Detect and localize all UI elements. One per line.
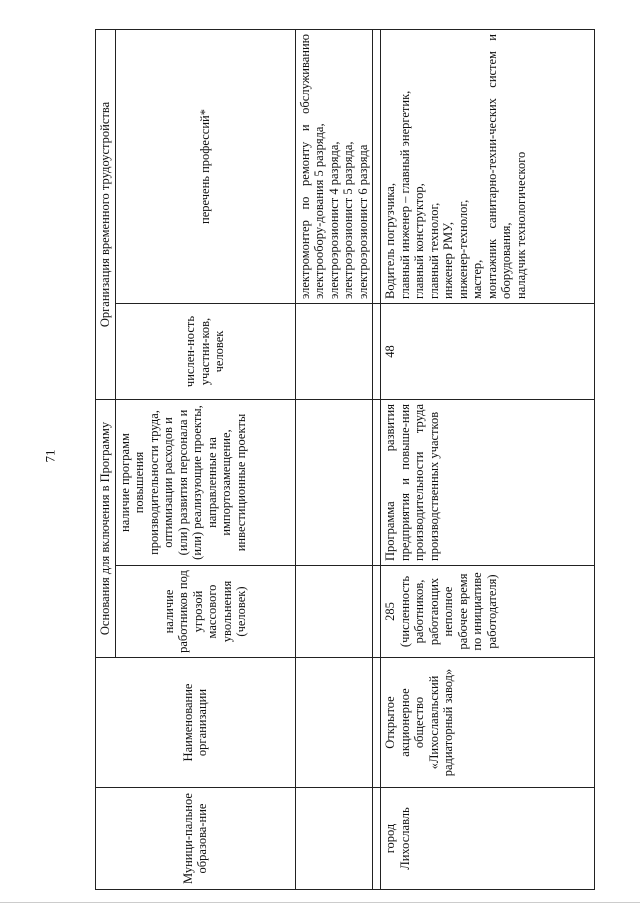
rotated-table-wrapper (95, 30, 595, 890)
header-organization: Наименование организации (96, 658, 296, 788)
header-basis-group: Основания для включения в Программу (96, 400, 116, 658)
profession-item: электромонтер по ремонту и обслуживанию электрообору-дования 5 разряда, (297, 34, 326, 299)
profession-item: наладчик технологического (513, 151, 528, 299)
continuation-empty-4 (295, 400, 373, 566)
separator-row (373, 30, 381, 890)
profession-item: главный конструктор, (412, 183, 426, 299)
header-participants: числен-ность участни-ков, человек (115, 304, 295, 400)
header-threat: наличие работников под угрозой массового увольнения (человек) (115, 566, 295, 658)
profession-item: инженер-технолог, (455, 199, 470, 299)
row-participants: 48 (381, 304, 595, 400)
row-organization: Открытое акционерное общество «Лихославльский радиаторный завод» (381, 658, 595, 788)
table-row (381, 30, 595, 890)
profession-item: главный технолог, (426, 202, 441, 299)
header-programs: наличие программ повышения производительности труда, оптимизации расходов и (или) развития персонала и (или) реализующие проекты, направленные на импортозамещение, инвестиционные проекты (115, 400, 295, 566)
program-table (95, 29, 595, 890)
header-municipality: Муници-пальное образова-ние (96, 788, 296, 890)
profession-item: мастер, (470, 259, 484, 299)
profession-item: монтажник санитарно-техни-ческих систем и оборудования, (484, 34, 513, 299)
continuation-empty-3 (295, 566, 373, 658)
continuation-row (295, 30, 373, 890)
continuation-professions (295, 30, 373, 304)
profession-item: электроэрозионист 4 разряда, (326, 141, 341, 299)
continuation-empty-2 (295, 658, 373, 788)
continuation-empty-1 (295, 788, 373, 890)
page-bottom-edge (0, 902, 640, 903)
profession-item: электроэрозионист 5 разряда, (341, 141, 355, 299)
header-row-1 (96, 30, 116, 890)
profession-item: главный инженер – главный энергетик, (397, 90, 412, 299)
profession-item: инженер РМУ, (441, 221, 455, 299)
profession-item: электроэрозионист 6 разряда (355, 144, 370, 299)
header-employment-group: Организация временного трудоустройства (96, 30, 116, 400)
header-professions: перечень профессий* (115, 30, 295, 304)
row-professions (381, 30, 595, 304)
row-municipality: город Лихославль (381, 788, 595, 890)
continuation-empty-5 (295, 304, 373, 400)
profession-item: Водитель погрузчика, (383, 183, 397, 299)
row-threat: 285 (численность работников, работающих неполное рабочее время по инициативе работодателя) (381, 566, 595, 658)
page-number: 71 (42, 449, 58, 463)
row-programs: Программа развития предприятия и повыше-ния производительности труда производственных участков (381, 400, 595, 566)
